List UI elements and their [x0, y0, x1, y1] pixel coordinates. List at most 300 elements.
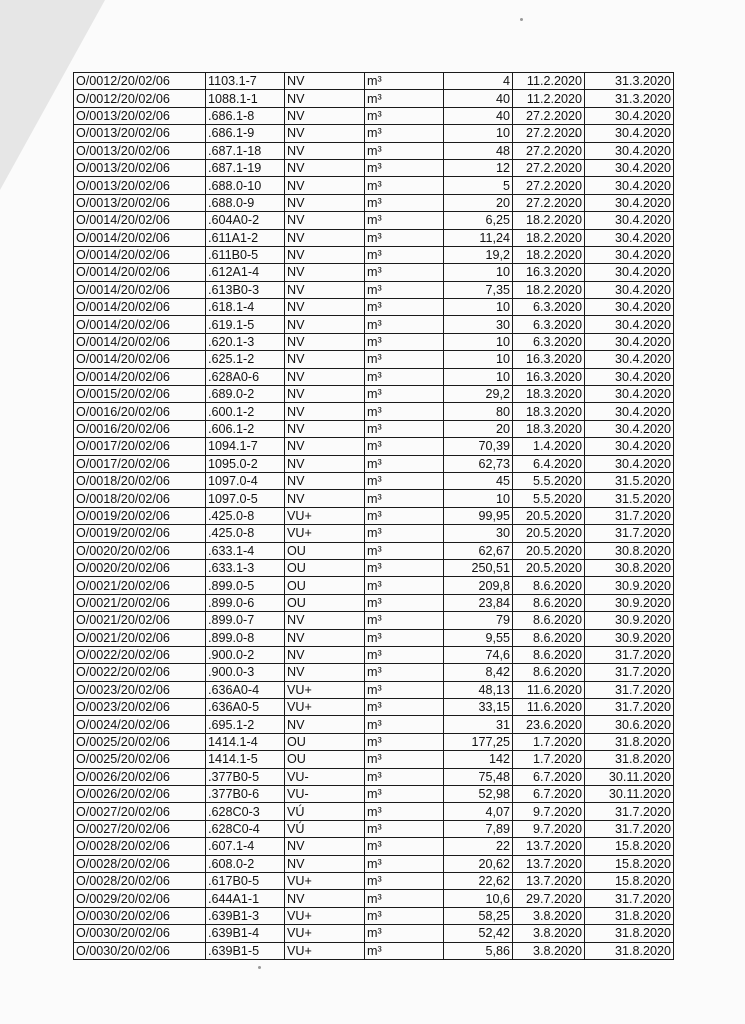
start-date-cell: 11.6.2020 — [513, 681, 585, 698]
item-code-cell: .899.0-6 — [206, 594, 285, 611]
order-number-cell: O/0023/20/02/06 — [74, 699, 206, 716]
start-date-cell: 18.3.2020 — [513, 386, 585, 403]
item-code-cell: .688.0-10 — [206, 177, 285, 194]
table-row — [74, 681, 674, 698]
unit-cell: m³ — [365, 751, 444, 768]
start-date-cell: 11.6.2020 — [513, 699, 585, 716]
quantity-cell: 250,51 — [444, 559, 513, 576]
quantity-cell: 5 — [444, 177, 513, 194]
item-code-cell: .425.0-8 — [206, 525, 285, 542]
start-date-cell: 6.3.2020 — [513, 316, 585, 333]
end-date-cell: 15.8.2020 — [585, 855, 674, 872]
category-cell: NV — [285, 107, 365, 124]
table-row — [74, 942, 674, 959]
order-number-cell: O/0026/20/02/06 — [74, 768, 206, 785]
table-row — [74, 142, 674, 159]
order-number-cell: O/0021/20/02/06 — [74, 577, 206, 594]
end-date-cell: 30.4.2020 — [585, 299, 674, 316]
item-code-cell: .686.1-8 — [206, 107, 285, 124]
order-number-cell: O/0014/20/02/06 — [74, 299, 206, 316]
table-row — [74, 316, 674, 333]
start-date-cell: 27.2.2020 — [513, 142, 585, 159]
category-cell: OU — [285, 594, 365, 611]
end-date-cell: 30.4.2020 — [585, 351, 674, 368]
category-cell: NV — [285, 490, 365, 507]
unit-cell: m³ — [365, 420, 444, 437]
order-number-cell: O/0027/20/02/06 — [74, 803, 206, 820]
item-code-cell: .611B0-5 — [206, 246, 285, 263]
item-code-cell: .600.1-2 — [206, 403, 285, 420]
unit-cell: m³ — [365, 525, 444, 542]
category-cell: NV — [285, 159, 365, 176]
quantity-cell: 40 — [444, 90, 513, 107]
item-code-cell: .689.0-2 — [206, 386, 285, 403]
order-number-cell: O/0017/20/02/06 — [74, 438, 206, 455]
order-number-cell: O/0016/20/02/06 — [74, 403, 206, 420]
quantity-cell: 22,62 — [444, 872, 513, 889]
unit-cell: m³ — [365, 733, 444, 750]
start-date-cell: 6.7.2020 — [513, 768, 585, 785]
item-code-cell: .628C0-4 — [206, 820, 285, 837]
table-row — [74, 438, 674, 455]
category-cell: VU+ — [285, 942, 365, 959]
table-row — [74, 768, 674, 785]
category-cell: NV — [285, 629, 365, 646]
end-date-cell: 30.9.2020 — [585, 629, 674, 646]
quantity-cell: 30 — [444, 316, 513, 333]
quantity-cell: 70,39 — [444, 438, 513, 455]
end-date-cell: 30.11.2020 — [585, 768, 674, 785]
end-date-cell: 30.9.2020 — [585, 594, 674, 611]
order-number-cell: O/0022/20/02/06 — [74, 664, 206, 681]
quantity-cell: 52,42 — [444, 925, 513, 942]
unit-cell: m³ — [365, 299, 444, 316]
category-cell: OU — [285, 577, 365, 594]
table-row — [74, 890, 674, 907]
end-date-cell: 31.8.2020 — [585, 925, 674, 942]
table-row — [74, 455, 674, 472]
end-date-cell: 31.8.2020 — [585, 907, 674, 924]
end-date-cell: 31.7.2020 — [585, 820, 674, 837]
unit-cell: m³ — [365, 925, 444, 942]
table-row — [74, 472, 674, 489]
category-cell: NV — [285, 472, 365, 489]
end-date-cell: 30.4.2020 — [585, 246, 674, 263]
table-row — [74, 368, 674, 385]
order-number-cell: O/0019/20/02/06 — [74, 507, 206, 524]
quantity-cell: 75,48 — [444, 768, 513, 785]
unit-cell: m³ — [365, 212, 444, 229]
start-date-cell: 9.7.2020 — [513, 820, 585, 837]
item-code-cell: 1095.0-2 — [206, 455, 285, 472]
unit-cell: m³ — [365, 386, 444, 403]
category-cell: VU+ — [285, 507, 365, 524]
end-date-cell: 30.4.2020 — [585, 438, 674, 455]
start-date-cell: 6.3.2020 — [513, 333, 585, 350]
unit-cell: m³ — [365, 194, 444, 211]
table-row — [74, 855, 674, 872]
end-date-cell: 31.7.2020 — [585, 803, 674, 820]
item-code-cell: .608.0-2 — [206, 855, 285, 872]
order-number-cell: O/0020/20/02/06 — [74, 542, 206, 559]
start-date-cell: 6.4.2020 — [513, 455, 585, 472]
order-number-cell: O/0012/20/02/06 — [74, 90, 206, 107]
table-row — [74, 403, 674, 420]
table-row — [74, 194, 674, 211]
table-row — [74, 177, 674, 194]
unit-cell: m³ — [365, 646, 444, 663]
quantity-cell: 23,84 — [444, 594, 513, 611]
unit-cell: m³ — [365, 403, 444, 420]
category-cell: VU- — [285, 768, 365, 785]
item-code-cell: .617B0-5 — [206, 872, 285, 889]
quantity-cell: 8,42 — [444, 664, 513, 681]
quantity-cell: 40 — [444, 107, 513, 124]
end-date-cell: 30.4.2020 — [585, 142, 674, 159]
quantity-cell: 99,95 — [444, 507, 513, 524]
data-table — [73, 72, 674, 960]
category-cell: NV — [285, 299, 365, 316]
quantity-cell: 4,07 — [444, 803, 513, 820]
end-date-cell: 31.7.2020 — [585, 525, 674, 542]
category-cell: OU — [285, 559, 365, 576]
end-date-cell: 31.8.2020 — [585, 751, 674, 768]
table-row — [74, 612, 674, 629]
item-code-cell: 1088.1-1 — [206, 90, 285, 107]
order-number-cell: O/0013/20/02/06 — [74, 194, 206, 211]
quantity-cell: 62,67 — [444, 542, 513, 559]
quantity-cell: 20 — [444, 420, 513, 437]
quantity-cell: 79 — [444, 612, 513, 629]
start-date-cell: 3.8.2020 — [513, 942, 585, 959]
end-date-cell: 30.4.2020 — [585, 107, 674, 124]
unit-cell: m³ — [365, 629, 444, 646]
start-date-cell: 8.6.2020 — [513, 612, 585, 629]
order-number-cell: O/0021/20/02/06 — [74, 594, 206, 611]
item-code-cell: .900.0-3 — [206, 664, 285, 681]
end-date-cell: 30.9.2020 — [585, 612, 674, 629]
category-cell: NV — [285, 646, 365, 663]
category-cell: NV — [285, 194, 365, 211]
order-number-cell: O/0020/20/02/06 — [74, 559, 206, 576]
category-cell: VU+ — [285, 872, 365, 889]
category-cell: VÚ — [285, 803, 365, 820]
end-date-cell: 30.6.2020 — [585, 716, 674, 733]
unit-cell: m³ — [365, 73, 444, 90]
quantity-cell: 22 — [444, 838, 513, 855]
order-number-cell: O/0014/20/02/06 — [74, 281, 206, 298]
unit-cell: m³ — [365, 281, 444, 298]
item-code-cell: 1097.0-5 — [206, 490, 285, 507]
table-row — [74, 716, 674, 733]
item-code-cell: 1414.1-4 — [206, 733, 285, 750]
item-code-cell: .899.0-5 — [206, 577, 285, 594]
table-row — [74, 664, 674, 681]
item-code-cell: .686.1-9 — [206, 125, 285, 142]
unit-cell: m³ — [365, 699, 444, 716]
unit-cell: m³ — [365, 142, 444, 159]
start-date-cell: 20.5.2020 — [513, 542, 585, 559]
order-number-cell: O/0021/20/02/06 — [74, 612, 206, 629]
category-cell: NV — [285, 386, 365, 403]
start-date-cell: 11.2.2020 — [513, 73, 585, 90]
category-cell: NV — [285, 351, 365, 368]
item-code-cell: .695.1-2 — [206, 716, 285, 733]
unit-cell: m³ — [365, 803, 444, 820]
table-row — [74, 90, 674, 107]
category-cell: VÚ — [285, 820, 365, 837]
category-cell: NV — [285, 855, 365, 872]
item-code-cell: .687.1-19 — [206, 159, 285, 176]
unit-cell: m³ — [365, 594, 444, 611]
order-number-cell: O/0030/20/02/06 — [74, 907, 206, 924]
category-cell: VU+ — [285, 925, 365, 942]
end-date-cell: 30.4.2020 — [585, 455, 674, 472]
table-row — [74, 525, 674, 542]
start-date-cell: 16.3.2020 — [513, 264, 585, 281]
order-number-cell: O/0013/20/02/06 — [74, 142, 206, 159]
quantity-cell: 33,15 — [444, 699, 513, 716]
order-number-cell: O/0014/20/02/06 — [74, 246, 206, 263]
category-cell: NV — [285, 281, 365, 298]
quantity-cell: 10 — [444, 490, 513, 507]
unit-cell: m³ — [365, 612, 444, 629]
quantity-cell: 62,73 — [444, 455, 513, 472]
unit-cell: m³ — [365, 507, 444, 524]
start-date-cell: 3.8.2020 — [513, 907, 585, 924]
start-date-cell: 13.7.2020 — [513, 872, 585, 889]
unit-cell: m³ — [365, 872, 444, 889]
order-number-cell: O/0030/20/02/06 — [74, 925, 206, 942]
unit-cell: m³ — [365, 455, 444, 472]
quantity-cell: 10 — [444, 351, 513, 368]
end-date-cell: 30.11.2020 — [585, 786, 674, 803]
category-cell: NV — [285, 212, 365, 229]
item-code-cell: 1414.1-5 — [206, 751, 285, 768]
unit-cell: m³ — [365, 664, 444, 681]
quantity-cell: 30 — [444, 525, 513, 542]
end-date-cell: 31.7.2020 — [585, 699, 674, 716]
quantity-cell: 74,6 — [444, 646, 513, 663]
order-number-cell: O/0014/20/02/06 — [74, 316, 206, 333]
category-cell: NV — [285, 403, 365, 420]
table-row — [74, 733, 674, 750]
quantity-cell: 19,2 — [444, 246, 513, 263]
table-row — [74, 699, 674, 716]
item-code-cell: .377B0-6 — [206, 786, 285, 803]
end-date-cell: 31.3.2020 — [585, 73, 674, 90]
item-code-cell: .633.1-4 — [206, 542, 285, 559]
order-number-cell: O/0029/20/02/06 — [74, 890, 206, 907]
category-cell: NV — [285, 73, 365, 90]
end-date-cell: 30.4.2020 — [585, 212, 674, 229]
start-date-cell: 18.3.2020 — [513, 420, 585, 437]
order-number-cell: O/0028/20/02/06 — [74, 855, 206, 872]
start-date-cell: 6.7.2020 — [513, 786, 585, 803]
end-date-cell: 30.4.2020 — [585, 229, 674, 246]
quantity-cell: 11,24 — [444, 229, 513, 246]
quantity-cell: 45 — [444, 472, 513, 489]
category-cell: OU — [285, 733, 365, 750]
table-row — [74, 73, 674, 90]
item-code-cell: .899.0-8 — [206, 629, 285, 646]
start-date-cell: 27.2.2020 — [513, 177, 585, 194]
end-date-cell: 30.4.2020 — [585, 333, 674, 350]
category-cell: NV — [285, 333, 365, 350]
unit-cell: m³ — [365, 368, 444, 385]
category-cell: NV — [285, 142, 365, 159]
item-code-cell: .613B0-3 — [206, 281, 285, 298]
quantity-cell: 10 — [444, 333, 513, 350]
end-date-cell: 30.4.2020 — [585, 368, 674, 385]
item-code-cell: .618.1-4 — [206, 299, 285, 316]
table-row — [74, 299, 674, 316]
order-number-cell: O/0023/20/02/06 — [74, 681, 206, 698]
item-code-cell: .639B1-5 — [206, 942, 285, 959]
start-date-cell: 20.5.2020 — [513, 507, 585, 524]
order-number-cell: O/0017/20/02/06 — [74, 455, 206, 472]
item-code-cell: .688.0-9 — [206, 194, 285, 211]
item-code-cell: .899.0-7 — [206, 612, 285, 629]
start-date-cell: 3.8.2020 — [513, 925, 585, 942]
unit-cell: m³ — [365, 838, 444, 855]
order-number-cell: O/0022/20/02/06 — [74, 646, 206, 663]
quantity-cell: 10 — [444, 264, 513, 281]
category-cell: NV — [285, 664, 365, 681]
category-cell: NV — [285, 612, 365, 629]
end-date-cell: 15.8.2020 — [585, 838, 674, 855]
unit-cell: m³ — [365, 820, 444, 837]
order-number-cell: O/0014/20/02/06 — [74, 229, 206, 246]
quantity-cell: 7,35 — [444, 281, 513, 298]
end-date-cell: 30.4.2020 — [585, 420, 674, 437]
table-row — [74, 786, 674, 803]
start-date-cell: 1.7.2020 — [513, 751, 585, 768]
order-number-cell: O/0014/20/02/06 — [74, 351, 206, 368]
unit-cell: m³ — [365, 472, 444, 489]
start-date-cell: 1.7.2020 — [513, 733, 585, 750]
unit-cell: m³ — [365, 246, 444, 263]
category-cell: NV — [285, 420, 365, 437]
quantity-cell: 10 — [444, 299, 513, 316]
item-code-cell: .687.1-18 — [206, 142, 285, 159]
unit-cell: m³ — [365, 768, 444, 785]
end-date-cell: 30.8.2020 — [585, 559, 674, 576]
order-number-cell: O/0030/20/02/06 — [74, 942, 206, 959]
item-code-cell: .377B0-5 — [206, 768, 285, 785]
unit-cell: m³ — [365, 333, 444, 350]
order-number-cell: O/0013/20/02/06 — [74, 177, 206, 194]
end-date-cell: 30.4.2020 — [585, 281, 674, 298]
unit-cell: m³ — [365, 264, 444, 281]
start-date-cell: 27.2.2020 — [513, 107, 585, 124]
unit-cell: m³ — [365, 107, 444, 124]
end-date-cell: 15.8.2020 — [585, 872, 674, 889]
quantity-cell: 20,62 — [444, 855, 513, 872]
end-date-cell: 30.4.2020 — [585, 194, 674, 211]
quantity-cell: 12 — [444, 159, 513, 176]
table-row — [74, 264, 674, 281]
end-date-cell: 31.8.2020 — [585, 733, 674, 750]
unit-cell: m³ — [365, 855, 444, 872]
table-row — [74, 281, 674, 298]
end-date-cell: 31.7.2020 — [585, 890, 674, 907]
category-cell: NV — [285, 455, 365, 472]
table-row — [74, 838, 674, 855]
table-row — [74, 107, 674, 124]
end-date-cell: 31.7.2020 — [585, 664, 674, 681]
category-cell: VU- — [285, 786, 365, 803]
table-row — [74, 594, 674, 611]
unit-cell: m³ — [365, 351, 444, 368]
category-cell: NV — [285, 90, 365, 107]
table-row — [74, 246, 674, 263]
quantity-cell: 5,86 — [444, 942, 513, 959]
quantity-cell: 48 — [444, 142, 513, 159]
quantity-cell: 177,25 — [444, 733, 513, 750]
category-cell: NV — [285, 177, 365, 194]
start-date-cell: 27.2.2020 — [513, 194, 585, 211]
order-number-cell: O/0026/20/02/06 — [74, 786, 206, 803]
table-row — [74, 629, 674, 646]
table-row — [74, 507, 674, 524]
order-number-cell: O/0013/20/02/06 — [74, 107, 206, 124]
item-code-cell: .900.0-2 — [206, 646, 285, 663]
quantity-cell: 6,25 — [444, 212, 513, 229]
order-number-cell: O/0018/20/02/06 — [74, 490, 206, 507]
start-date-cell: 27.2.2020 — [513, 159, 585, 176]
table-row — [74, 751, 674, 768]
end-date-cell: 31.7.2020 — [585, 507, 674, 524]
category-cell: NV — [285, 264, 365, 281]
category-cell: NV — [285, 229, 365, 246]
start-date-cell: 1.4.2020 — [513, 438, 585, 455]
order-number-cell: O/0019/20/02/06 — [74, 525, 206, 542]
order-number-cell: O/0027/20/02/06 — [74, 820, 206, 837]
category-cell: VU+ — [285, 681, 365, 698]
scan-speck — [520, 18, 523, 21]
quantity-cell: 10,6 — [444, 890, 513, 907]
unit-cell: m³ — [365, 890, 444, 907]
end-date-cell: 31.5.2020 — [585, 472, 674, 489]
start-date-cell: 18.3.2020 — [513, 403, 585, 420]
quantity-cell: 9,55 — [444, 629, 513, 646]
quantity-cell: 80 — [444, 403, 513, 420]
order-number-cell: O/0021/20/02/06 — [74, 629, 206, 646]
scan-speck — [258, 966, 261, 969]
start-date-cell: 20.5.2020 — [513, 559, 585, 576]
table-row — [74, 907, 674, 924]
item-code-cell: .425.0-8 — [206, 507, 285, 524]
table-row — [74, 333, 674, 350]
order-number-cell: O/0016/20/02/06 — [74, 420, 206, 437]
category-cell: VU+ — [285, 907, 365, 924]
item-code-cell: .628C0-3 — [206, 803, 285, 820]
order-number-cell: O/0013/20/02/06 — [74, 125, 206, 142]
start-date-cell: 8.6.2020 — [513, 664, 585, 681]
order-number-cell: O/0024/20/02/06 — [74, 716, 206, 733]
table-row — [74, 925, 674, 942]
unit-cell: m³ — [365, 907, 444, 924]
unit-cell: m³ — [365, 577, 444, 594]
item-code-cell: .628A0-6 — [206, 368, 285, 385]
start-date-cell: 18.2.2020 — [513, 212, 585, 229]
unit-cell: m³ — [365, 559, 444, 576]
item-code-cell: .606.1-2 — [206, 420, 285, 437]
quantity-cell: 58,25 — [444, 907, 513, 924]
item-code-cell: .607.1-4 — [206, 838, 285, 855]
category-cell: NV — [285, 716, 365, 733]
